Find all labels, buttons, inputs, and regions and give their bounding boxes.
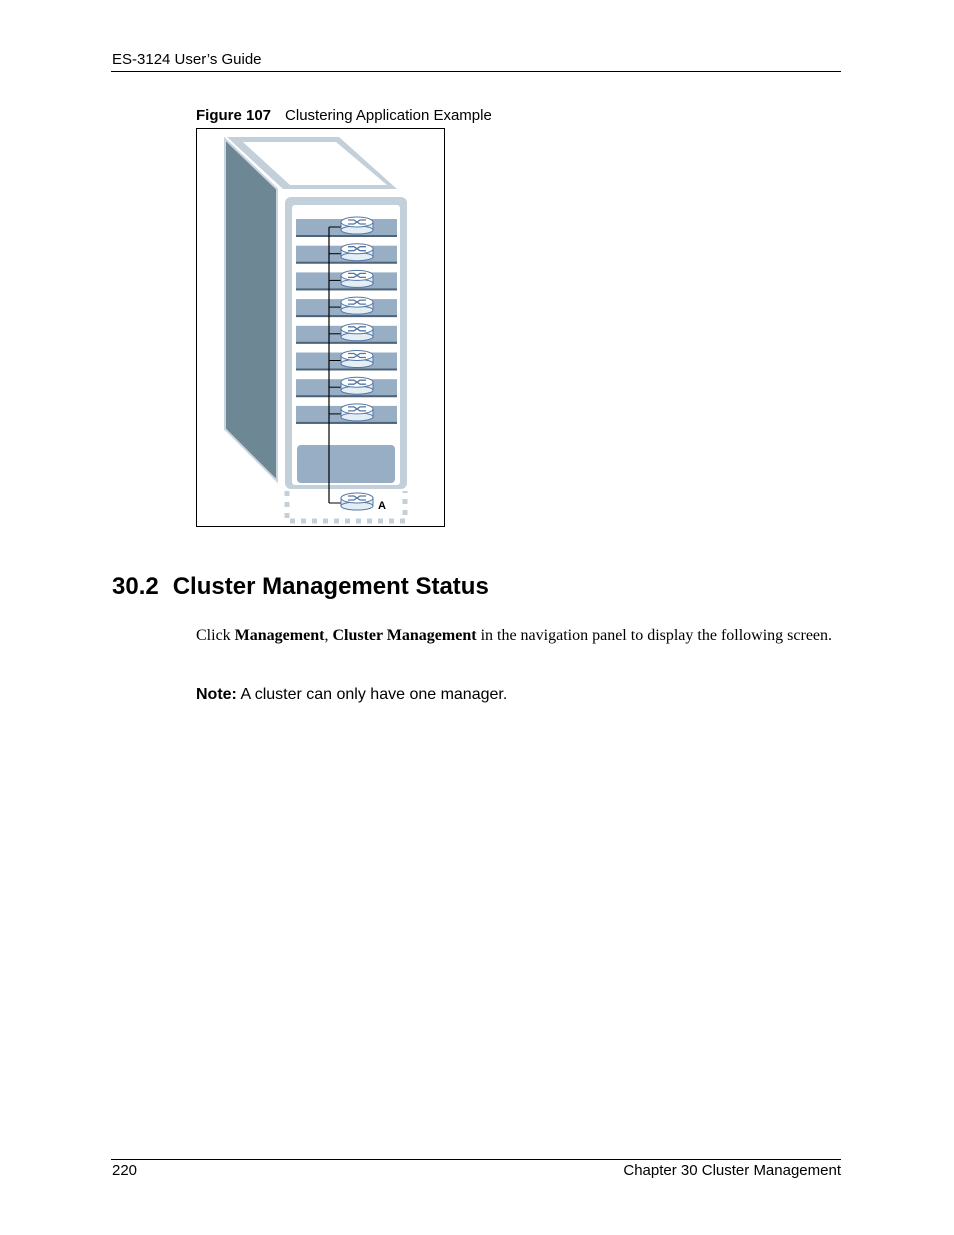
section-number: 30.2 [112,573,159,600]
member-switch-icon [341,404,373,421]
manager-label: A [378,500,386,512]
figure-caption [196,107,492,124]
switch-blade-edge [296,422,397,424]
member-switch-icon [341,324,373,341]
switch-blade-edge [296,235,397,237]
switch-blade-edge [296,262,397,264]
manager-switch-icon [329,493,373,510]
switch-blade-edge [296,342,397,344]
rack-blank-panel [297,445,395,483]
member-switch-icon [341,244,373,261]
footer-chapter: Chapter 30 Cluster Management [623,1162,841,1179]
switch-blade-edge [296,288,397,290]
member-switch-icon [341,297,373,314]
note-label: Note: [196,686,237,703]
switch-blade-edge [296,315,397,317]
header-title: ES-3124 User’s Guide [112,51,262,68]
manager-router-icon [341,493,373,510]
body-paragraph [196,625,836,646]
body-text: in the navigation panel to display the following screen. [476,627,833,644]
member-switch-icon [341,217,373,234]
menu-name-management: Management [234,627,325,644]
menu-name-cluster-management: Cluster Management [332,627,477,644]
header-rule [111,71,841,72]
body-text: , [324,627,333,644]
figure-clustering-diagram [196,128,445,527]
note [196,686,507,704]
footer-rule [111,1159,841,1160]
section-heading [112,573,489,601]
switch-blade-edge [296,395,397,397]
figure-caption-text: Clustering Application Example [285,107,492,124]
switch-blade-edge [296,369,397,371]
section-title: Cluster Management Status [172,573,489,600]
body-text: Click [196,627,235,644]
page-number: 220 [112,1162,138,1179]
figure-number: Figure 107 [196,107,272,124]
member-switch-icon [341,270,373,287]
rack-illustration [197,129,444,526]
rack-side-panel [225,139,277,481]
member-switch-icon [341,351,373,368]
member-switch-icon [341,377,373,394]
note-text: A cluster can only have one manager. [236,686,508,703]
